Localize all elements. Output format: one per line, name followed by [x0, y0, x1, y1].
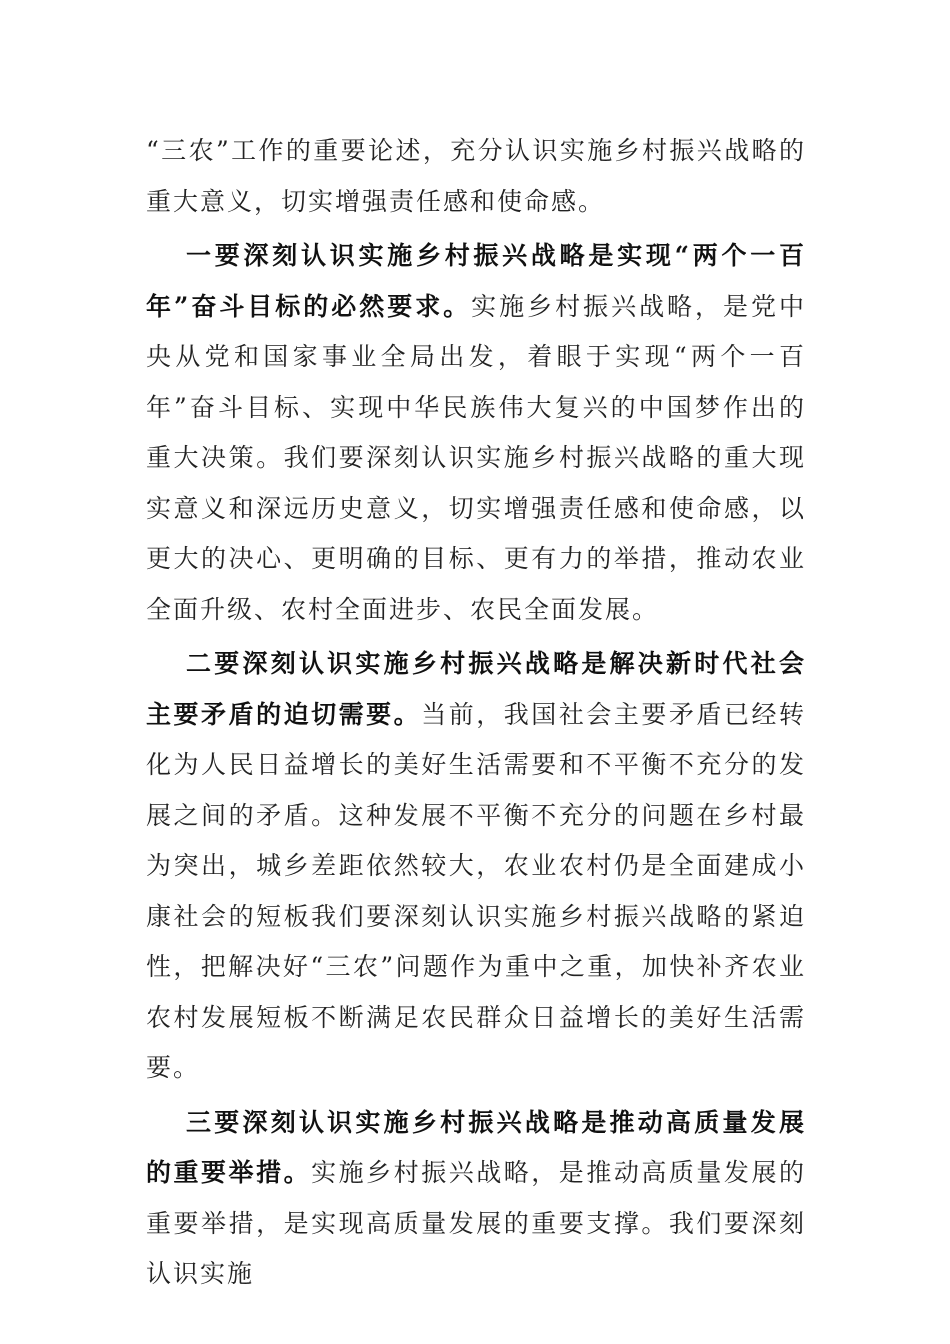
paragraph-intro-text: “三农”工作的重要论述，充分认识实施乡村振兴战略的重大意义，切实增强责任感和使命感。 — [146, 136, 806, 216]
paragraph-point-two-heading: 二要深刻认识实施乡村振兴战略是解决新时代社会主要矛盾的迫切需要。 — [146, 649, 806, 729]
paragraph-point-two — [146, 639, 806, 1094]
paragraph-point-three-text: 实施乡村振兴战略，是推动高质量发展的重要举措，是实现高质量发展的重要支撑。我们要深刻认识实施 — [146, 1158, 806, 1288]
paragraph-point-one-heading: 一要深刻认识实施乡村振兴战略是实现“两个一百年”奋斗目标的必然要求。 — [146, 241, 806, 321]
document-body — [146, 126, 806, 1300]
paragraph-point-one — [146, 231, 806, 635]
paragraph-point-two-text: 当前，我国社会主要矛盾已经转化为人民日益增长的美好生活需要和不平衡不充分的发展之间的矛盾。这种发展不平衡不充分的问题在乡村最为突出，城乡差距依然较大，农业农村仍是全面建成小康社会的短板我们要深刻认识实施乡村振兴战略的紧迫性，把解决好“三农”问题作为重中之重，加快补齐农业农村发展短板不断满足农民群众日益增长的美好生活需要。 — [146, 699, 806, 1082]
paragraph-point-three-heading: 三要深刻认识实施乡村振兴战略是推动高质量发展的重要举措。 — [146, 1107, 806, 1187]
paragraph-intro — [146, 126, 806, 227]
paragraph-point-three — [146, 1098, 806, 1300]
paragraph-point-one-text: 实施乡村振兴战略，是党中央从党和国家事业全局出发，着眼于实现“两个一百年”奋斗目标、实现中华民族伟大复兴的中国梦作出的重大决策。我们要深刻认识实施乡村振兴战略的重大现实意义和深远历史意义，切实增强责任感和使命感，以更大的决心、更明确的目标、更有力的举措，推动农业全面升级、农村全面进步、农民全面发展。 — [146, 291, 806, 624]
